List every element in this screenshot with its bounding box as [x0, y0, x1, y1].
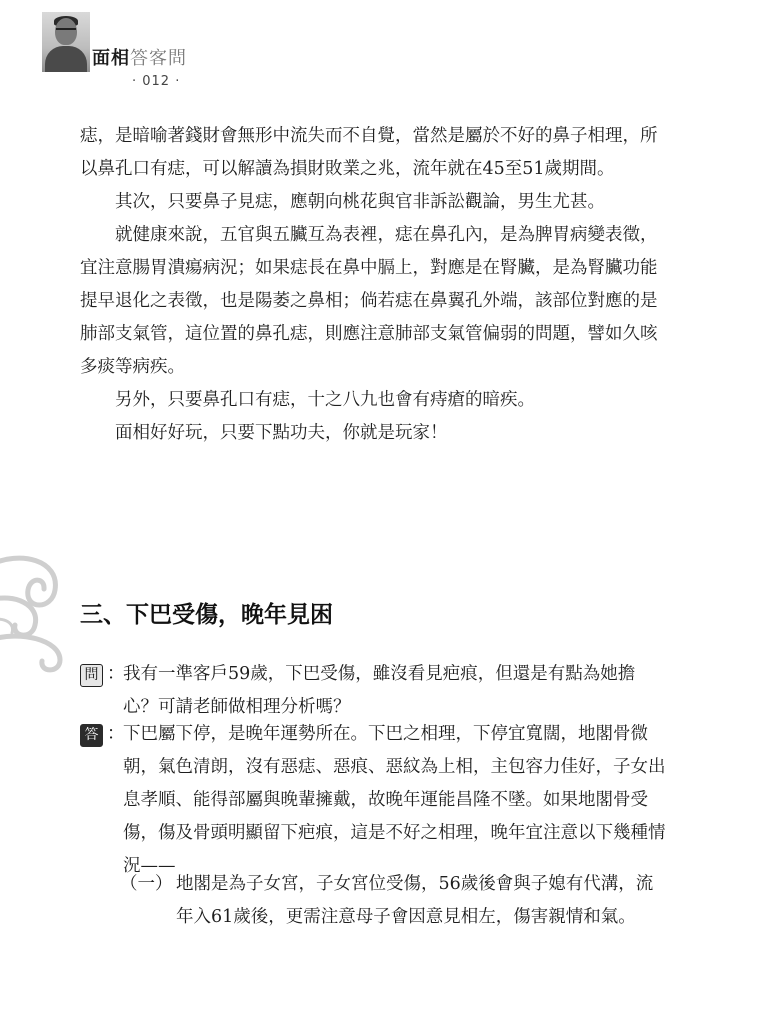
answer-badge: 答: [80, 724, 103, 747]
section-title: 三、下巴受傷，晚年見困: [80, 601, 333, 628]
answer-text: 下巴屬下停，是晚年運勢所在。下巴之相理，下停宜寬闊，地閣骨微朝，氣色清朗，沒有惡痣、惡痕、惡紋為上相，主包容力佳好，子女出息孝順、能得部屬與晚輩擁戴，故晚年運能昌隆不墜。如果地閣骨受傷，傷及骨頭明顯留下疤痕，這是不好之相理，晚年宜注意以下幾種情況——: [123, 724, 666, 876]
paragraph-5: 面相好好玩，只要下點功夫，你就是玩家！: [115, 423, 448, 443]
subitem-text: 地閣是為子女宮，子女宮位受傷，56歲後會與子媳有代溝，流年入61歲後，更需注意母子會因意見相左，傷害親情和氣。: [176, 874, 654, 927]
question-badge: 問: [80, 664, 103, 687]
answer-block: [80, 718, 670, 883]
answer-subitem: [120, 868, 668, 934]
book-title: [92, 44, 187, 70]
cloud-ornament-icon: [0, 545, 80, 675]
book-title-light: 答客問: [130, 48, 187, 69]
paragraph-3: 就健康來說，五官與五臟互為表裡，痣在鼻孔內，是為脾胃病變表徵，宜注意腸胃潰瘍病況；如果痣長在鼻中膈上，對應是在腎臟，是為腎臟功能提早退化之表徵，也是陽萎之鼻相；倘若痣在鼻翼孔外端，該部位對應的是肺部支氣管，這位置的鼻孔痣，則應注意肺部支氣管偏弱的問題，譬如久咳多痰等病疾。: [80, 225, 658, 377]
paragraph-1: 痣，是暗喻著錢財會無形中流失而不自覺，當然是屬於不好的鼻子相理，所以鼻孔口有痣，可以解讀為損財敗業之兆，流年就在45至51歲期間。: [80, 126, 658, 179]
paragraph-2: 其次，只要鼻子見痣，應朝向桃花與官非訴訟觀論，男生尤甚。: [115, 192, 605, 212]
question-colon: ：: [107, 664, 125, 684]
page-number: · 012 ·: [132, 74, 181, 89]
body-text: [80, 120, 670, 450]
answer-colon: ：: [107, 724, 125, 744]
question-block: [80, 658, 670, 724]
question-text: 我有一準客戶59歲，下巴受傷，雖沒看見疤痕，但還是有點為她擔心？可請老師做相理分析嗎？: [123, 664, 636, 717]
author-portrait: [42, 12, 90, 72]
page-header: [42, 12, 342, 88]
subitem-label: （一）: [120, 874, 173, 894]
book-title-bold: 面相: [92, 48, 130, 69]
paragraph-4: 另外，只要鼻孔口有痣，十之八九也會有痔瘡的暗疾。: [115, 390, 535, 410]
